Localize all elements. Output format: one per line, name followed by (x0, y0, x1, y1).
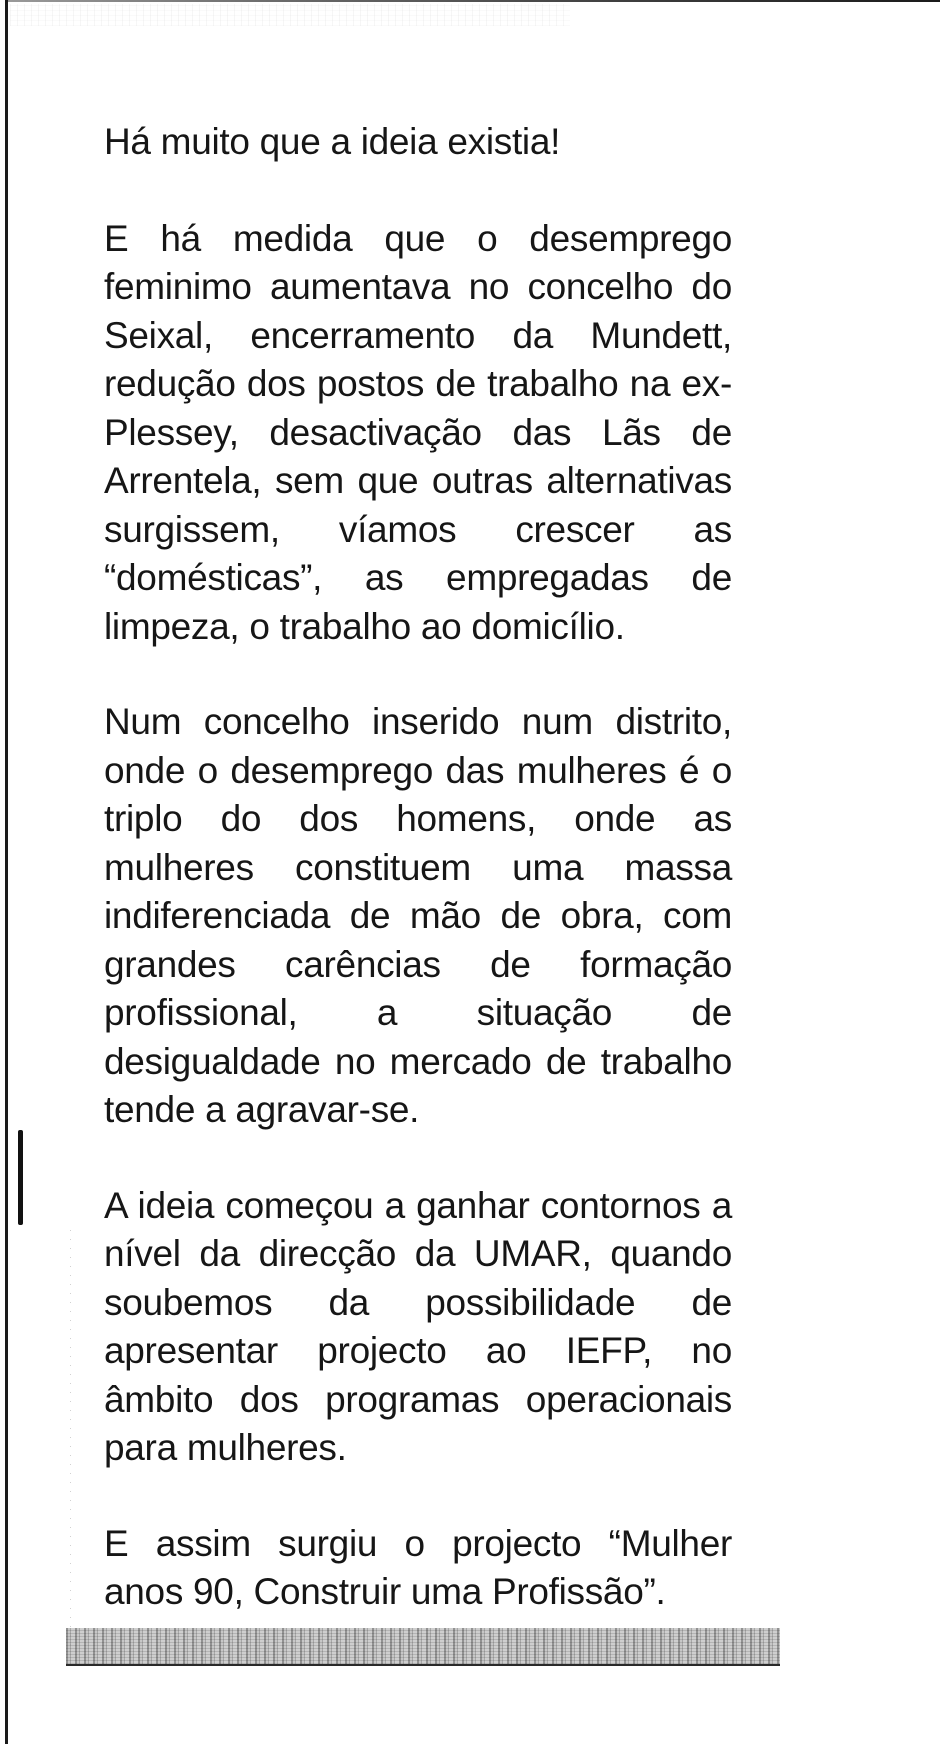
paragraph-umar: A ideia começou a ganhar contornos a nível da direcção da UMAR, quando soubemos da possibilidade de apresentar projecto ao IEFP, no âmbito dos programas operacionais para mulheres. (104, 1184, 732, 1468)
footer-rule (66, 1664, 780, 1666)
margin-mark (18, 1130, 23, 1225)
paragraph-project: E assim surgiu o projecto “Mulher anos 90, Construir uma Profissão”. (104, 1522, 732, 1612)
margin-dotted-line (70, 1230, 71, 1650)
paragraph-intro: Há muito que a ideia existia! (104, 121, 561, 162)
paragraph-unemployment: E há medida que o desemprego feminimo aumentava no concelho do Seixal, encerramento da Mundett, redução dos postos de trabalho na ex-Plessey, desactivação das Lãs de Arrentela, sem que outras alternativas surgissem, víamos crescer as “domésticas”, as empregadas de limpeza, o trabalho ao domicílio. (104, 217, 732, 647)
paragraph-district: Num concelho inserido num distrito, onde o desemprego das mulheres é o triplo do dos homens, onde as mulheres constituem uma massa indiferenciada de mão de obra, com grandes carências de formação profissional, a situação de desigualdade no mercado de trabalho tende a agravar-se. (104, 701, 732, 1130)
scan-noise (10, 4, 570, 26)
footer-pattern-band (66, 1628, 780, 1664)
body-text (104, 118, 732, 1664)
page-left-edge (5, 0, 8, 1744)
page-top-edge (5, 0, 940, 2)
